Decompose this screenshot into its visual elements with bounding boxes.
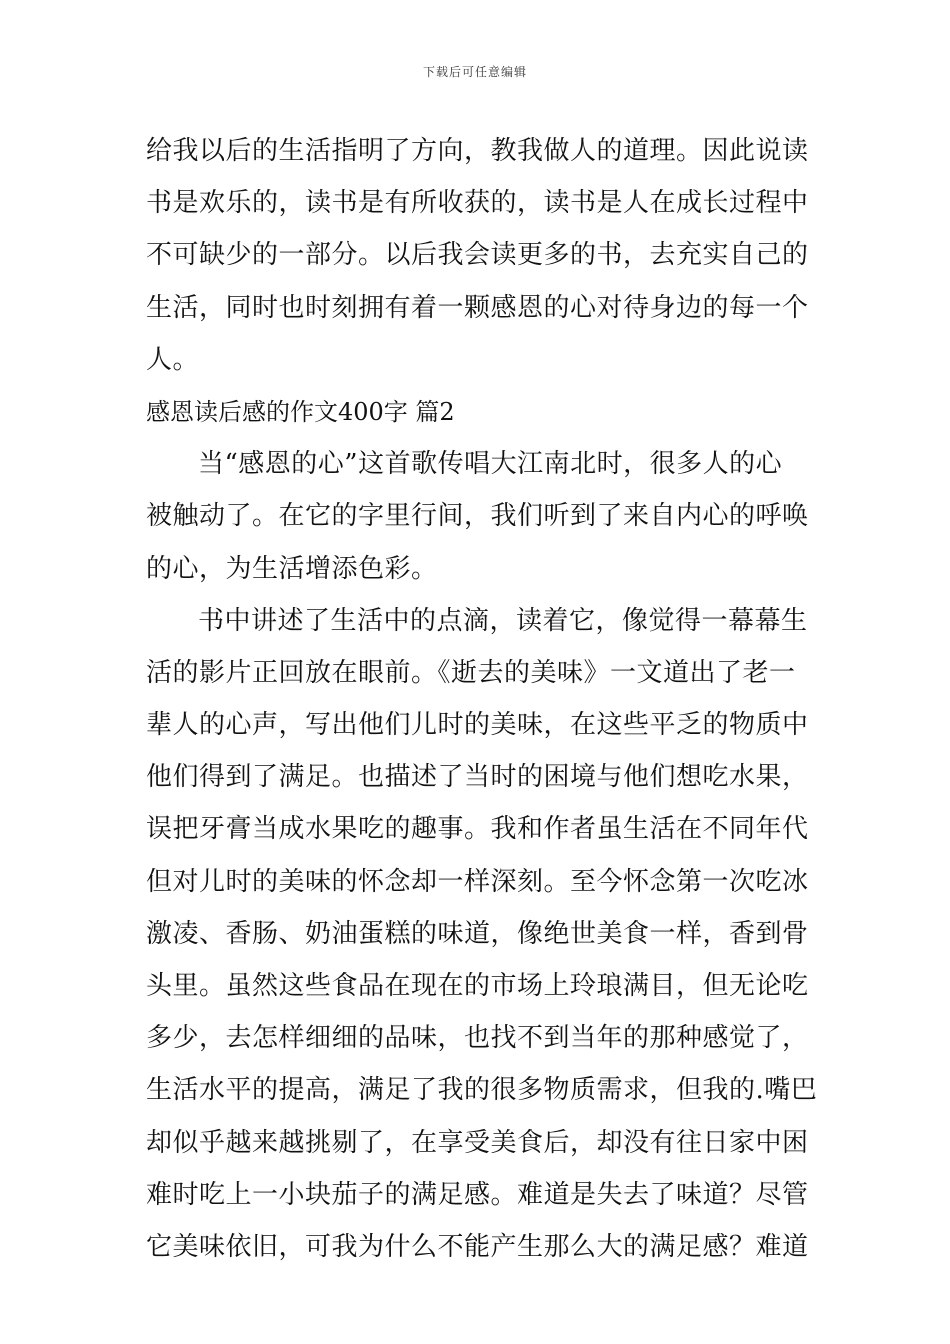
- paragraph-line: 头里。虽然这些食品在现在的市场上玲琅满目，但无论吃: [146, 971, 809, 1001]
- paragraph-line: 当“感恩的心”这首歌传唱大江南北时，很多人的心: [198, 449, 783, 480]
- document-body: [146, 128, 818, 1276]
- paragraph-line: 给我以后的生活指明了方向，教我做人的道理。因此说读: [146, 136, 809, 166]
- paragraph-line: 生活，同时也时刻拥有着一颗感恩的心对待身边的每一个: [146, 292, 809, 323]
- paragraph-line: 激凌、香肠、奶油蛋糕的味道，像绝世美食一样，香到骨: [146, 918, 809, 949]
- paragraph-line: 的心，为生活增添色彩。: [146, 553, 438, 584]
- paragraph-line: 书是欢乐的，读书是有所收获的，读书是人在成长过程中: [146, 188, 809, 219]
- paragraph-line: 生活水平的提高，满足了我的很多物质需求，但我的.嘴巴: [146, 1075, 818, 1106]
- paragraph-line: 不可缺少的一部分。以后我会读更多的书，去充实自己的: [146, 240, 809, 271]
- section-heading: 感恩读后感的作文400字 篇2: [146, 397, 455, 426]
- paragraph-line: 难时吃上一小块茄子的满足感。难道是失去了味道？尽管: [146, 1179, 809, 1210]
- paragraph-line: 误把牙膏当成水果吃的趣事。我和作者虽生活在不同年代: [146, 814, 809, 845]
- paragraph-line: 活的影片正回放在眼前。《逝去的美味》一文道出了老一: [146, 657, 796, 688]
- paragraph-line: 却似乎越来越挑剔了，在享受美食后，却没有往日家中困: [146, 1127, 809, 1158]
- paragraph-line: 但对儿时的美味的怀念却一样深刻。至今怀念第一次吃冰: [146, 866, 809, 897]
- paragraph-line: 它美味依旧，可我为什么不能产生那么大的满足感？难道: [146, 1231, 809, 1262]
- paragraph-line: 他们得到了满足。也描述了当时的困境与他们想吃水果，: [146, 762, 809, 793]
- paragraph-line: 被触动了。在它的字里行间，我们听到了来自内心的呼唤: [146, 501, 809, 532]
- paragraph-line: 多少，去怎样细细的品味，也找不到当年的那种感觉了，: [146, 1023, 809, 1054]
- paragraph-line: 辈人的心声，写出他们儿时的美味，在这些平乏的物质中: [146, 710, 809, 741]
- page-header: 下载后可任意编辑: [422, 65, 527, 79]
- paragraph-line: 书中讲述了生活中的点滴，读着它，像觉得一幕幕生: [198, 605, 808, 636]
- paragraph-line: 人。: [146, 344, 200, 375]
